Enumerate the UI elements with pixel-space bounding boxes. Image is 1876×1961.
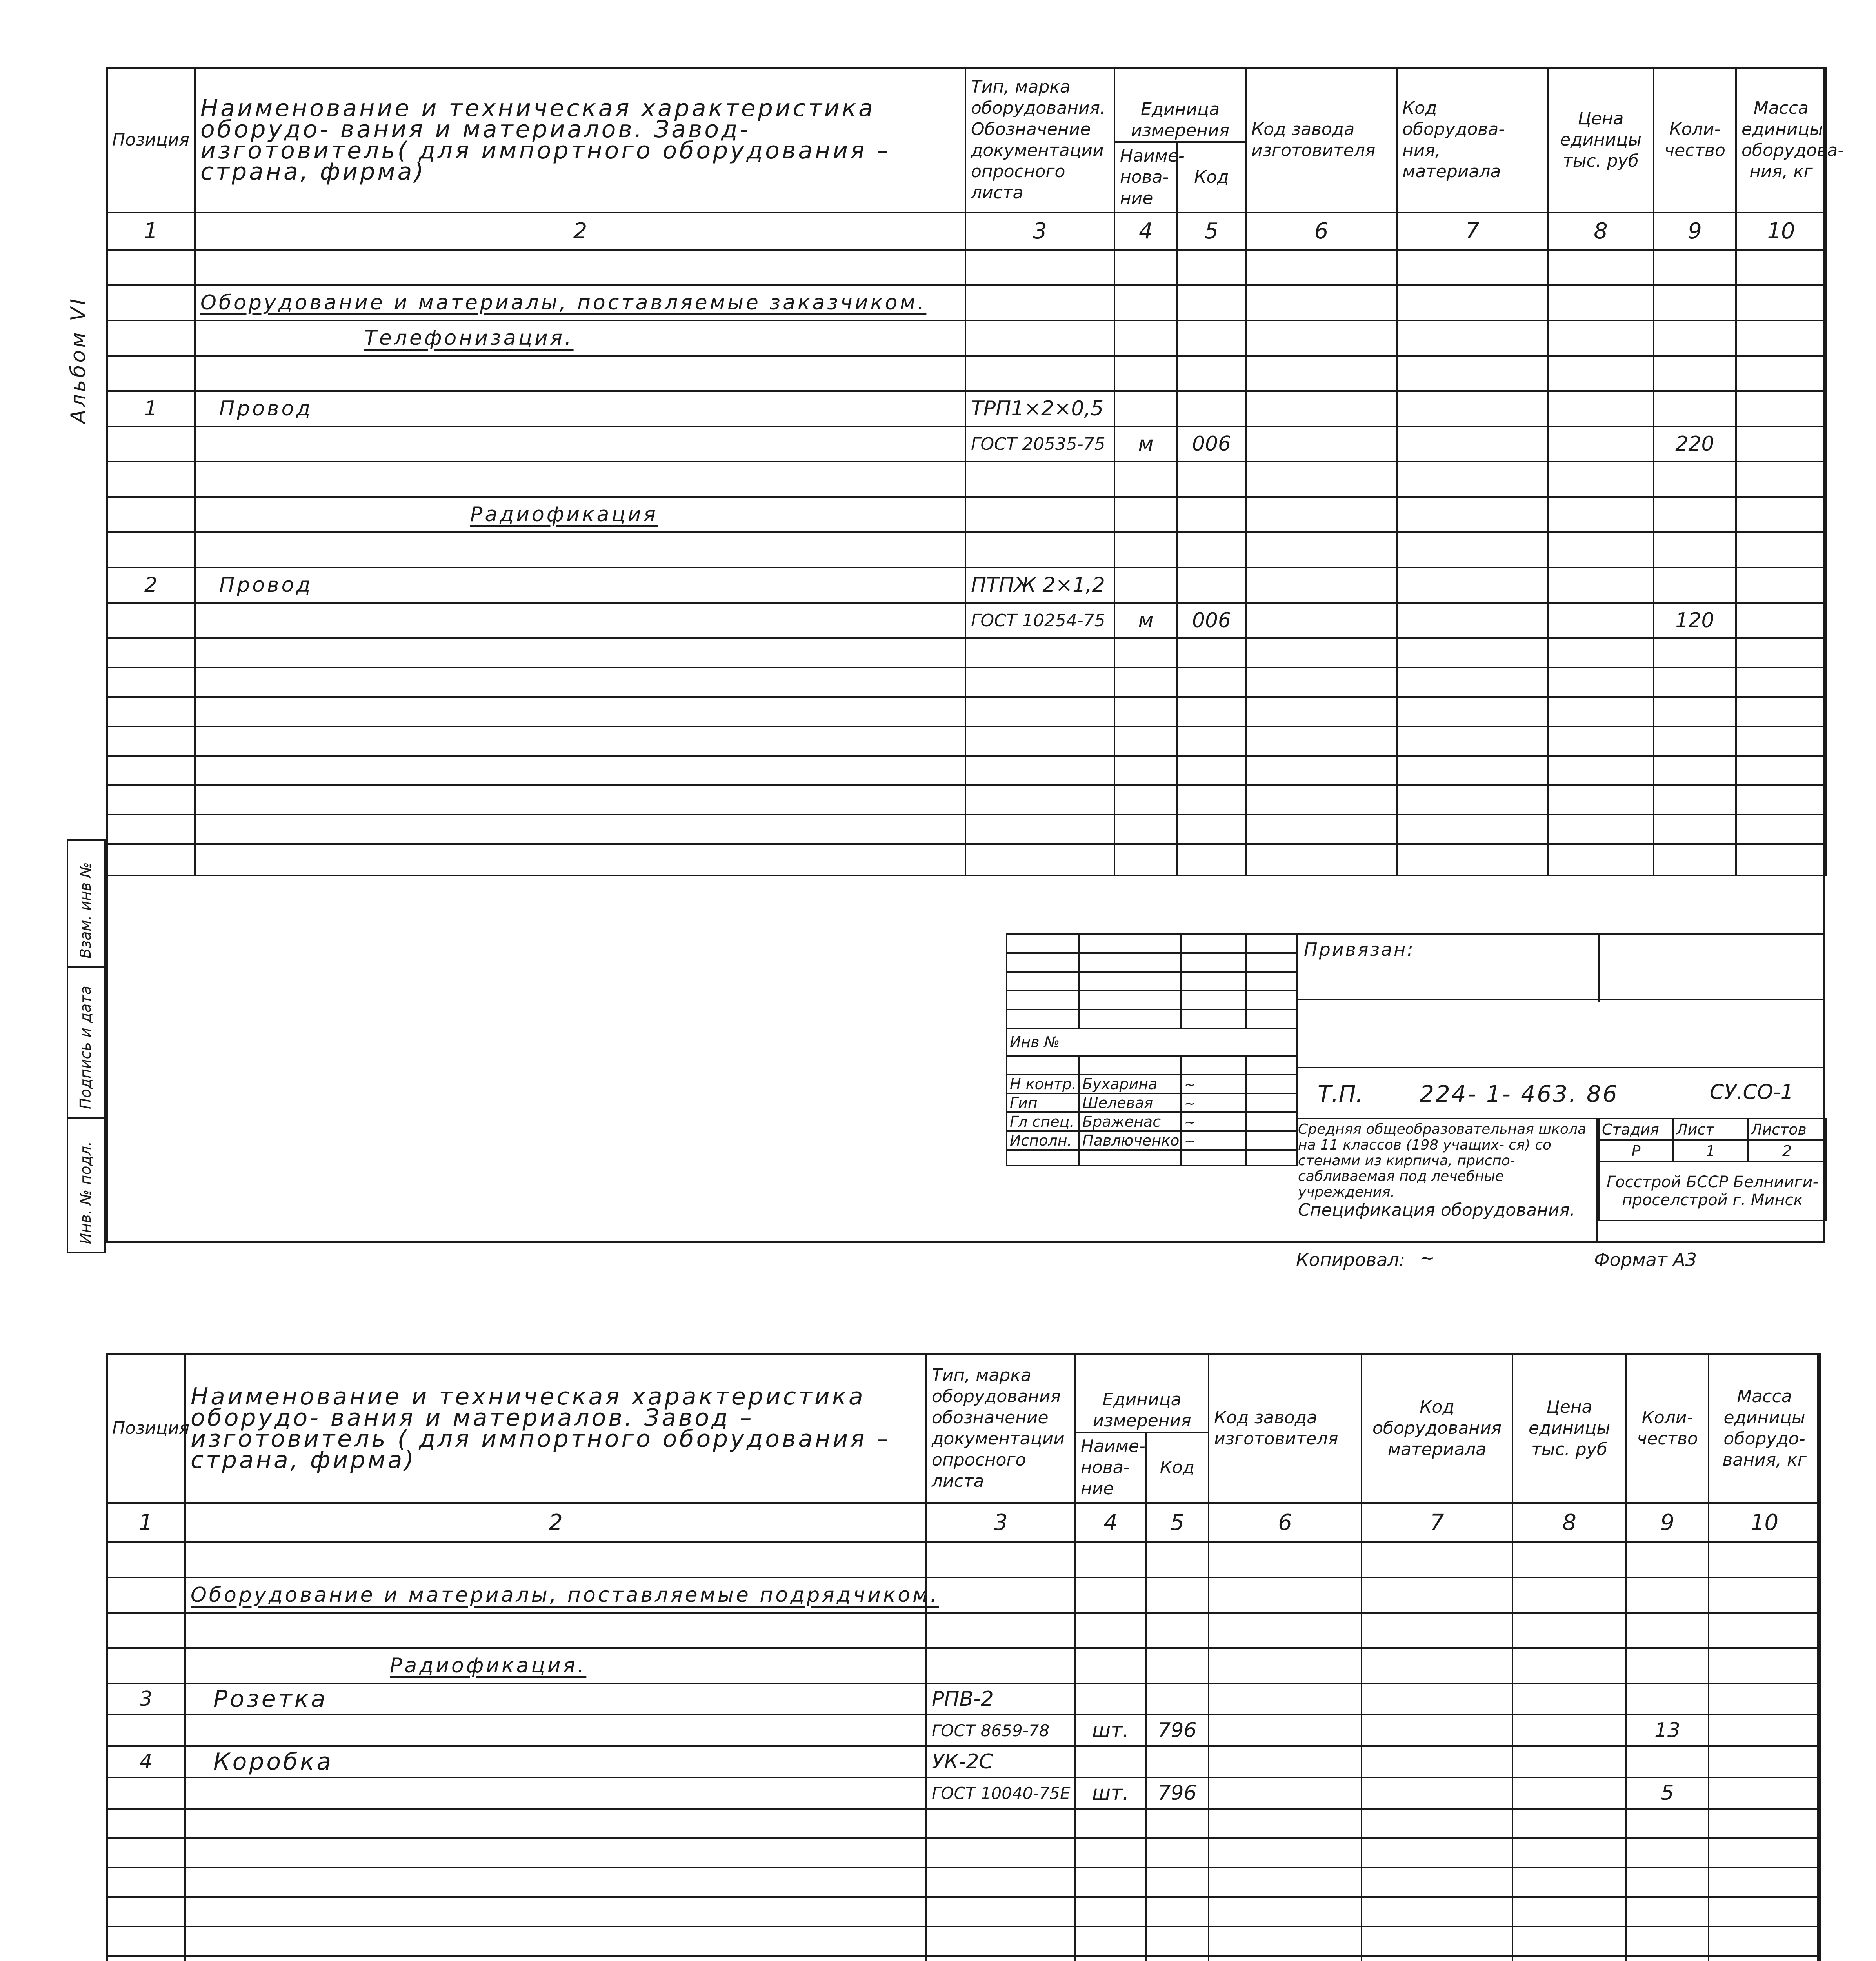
table-row: [107, 1777, 1820, 1809]
table-row: [107, 1683, 1820, 1715]
col-header: Коли- чество: [1626, 1354, 1709, 1503]
item-code: 006: [1177, 603, 1246, 638]
item-type: ТРП1×2×0,5: [965, 391, 1114, 426]
sheet-code: СУ.СО-1: [1710, 1081, 1794, 1104]
item-name: Розетка: [185, 1683, 926, 1715]
item-qty: 5: [1626, 1777, 1709, 1809]
person-name: Павлюченко: [1079, 1131, 1181, 1150]
col-header: Цена единицы тыс. руб: [1512, 1354, 1626, 1503]
col-header: Масса единицы оборудова- ния, кг: [1736, 67, 1826, 213]
col-header: Код оборудования материала: [1362, 1354, 1512, 1503]
col-header: Цена единицы тыс. руб: [1548, 67, 1654, 213]
col-number: 7: [1397, 213, 1548, 250]
col-header: Тип, марка оборудования обозначение документации опросного листа: [926, 1354, 1075, 1503]
privyazan-label: Привязан:: [1304, 939, 1415, 960]
item-name: Коробка: [185, 1746, 926, 1777]
col-number: 6: [1209, 1503, 1362, 1542]
table-row: [107, 426, 1826, 462]
item-gost: ГОСТ 10254-75: [965, 603, 1114, 638]
col-number: 8: [1512, 1503, 1626, 1542]
doc-code: Т.П.: [1318, 1081, 1363, 1107]
item-position: 1: [107, 391, 195, 426]
stage-value: Р: [1599, 1140, 1673, 1162]
col-header: Наименование и техническая характеристика оборудо- вания и материалов. Завод – изготовитель ( для импортного оборудования – страна, фирма): [185, 1354, 926, 1503]
privyazan-box: [1296, 933, 1825, 1000]
table-row: [107, 568, 1826, 603]
stamp-label: Инв. № подл.: [77, 1141, 94, 1244]
item-unit: м: [1114, 603, 1177, 638]
col-number: 2: [195, 213, 965, 250]
stage-table: [1598, 1118, 1827, 1221]
col-header: Позиция: [107, 1354, 185, 1503]
item-type: УК-2С: [926, 1746, 1075, 1777]
signature: ~: [1184, 1115, 1196, 1130]
col-header: Код: [1177, 142, 1246, 213]
col-number: 3: [926, 1503, 1075, 1542]
table-row: [107, 320, 1826, 356]
role-label: Гип: [1007, 1093, 1079, 1112]
col-header: Наиме- нова- ние: [1075, 1432, 1146, 1503]
col-number: 1: [107, 1503, 185, 1542]
table-row: [107, 391, 1826, 426]
item-code: 796: [1146, 1777, 1209, 1809]
col-number: 6: [1246, 213, 1397, 250]
sheets-label: Листов: [1748, 1119, 1826, 1140]
col-number: 9: [1654, 213, 1736, 250]
col-header: Позиция: [107, 67, 195, 213]
col-number: 5: [1146, 1503, 1209, 1542]
item-unit: шт.: [1075, 1715, 1146, 1746]
table-row: [107, 497, 1826, 532]
col-header: Тип, марка оборудования. Обозначение документации опросного листа: [965, 67, 1114, 213]
col-number: 9: [1626, 1503, 1709, 1542]
item-unit: шт.: [1075, 1777, 1146, 1809]
stage-label: Стадия: [1599, 1119, 1673, 1140]
col-header: Код оборудова- ния, материала: [1397, 67, 1548, 213]
col-header: Единица измерения: [1075, 1354, 1209, 1432]
item-qty: 120: [1654, 603, 1736, 638]
col-number: 3: [965, 213, 1114, 250]
table-row: [107, 603, 1826, 638]
col-header: Наименование и техническая характеристика оборудо- вания и материалов. Завод- изготовитель( для импортного оборудования – страна, фирма): [195, 67, 965, 213]
item-qty: 220: [1654, 426, 1736, 462]
item-position: 2: [107, 568, 195, 603]
col-number: 2: [185, 1503, 926, 1542]
item-type: ПТПЖ 2×1,2: [965, 568, 1114, 603]
table-row: [107, 1648, 1820, 1683]
item-position: 4: [107, 1746, 185, 1777]
item-name: Провод: [195, 568, 965, 603]
copied-label: Копировал:: [1296, 1249, 1405, 1270]
item-code: 796: [1146, 1715, 1209, 1746]
col-header: Коли- чество: [1654, 67, 1736, 213]
col-header: Код: [1146, 1432, 1209, 1503]
item-position: 3: [107, 1683, 185, 1715]
inv-number-label: Инв №: [1007, 1028, 1297, 1056]
side-stamp: [67, 839, 106, 1253]
item-gost: ГОСТ 20535-75: [965, 426, 1114, 462]
sheet-value: 1: [1673, 1140, 1748, 1162]
section-heading: Оборудование и материалы, поставляемые подрядчиком.: [185, 1577, 926, 1613]
copied-signature: ~: [1420, 1247, 1435, 1268]
person-name: Браженас: [1079, 1112, 1181, 1131]
person-name: Шелевая: [1079, 1093, 1181, 1112]
signature: ~: [1184, 1096, 1196, 1111]
organization: Госстрой БССР Белниигипроселстрой г. Минск: [1599, 1162, 1826, 1221]
sheet-label: Лист: [1673, 1119, 1748, 1140]
project-description: Средняя общеобразовательная школа на 11 классов (198 учащих- ся) со стенами из кирпича, приспо- сабливаемая под лечебные учреждения.: [1298, 1121, 1587, 1200]
section-heading: Оборудование и материалы, поставляемые заказчиком.: [195, 285, 965, 320]
table-row: [107, 1577, 1820, 1613]
sheets-value: 2: [1748, 1140, 1826, 1162]
col-header: Код завода изготовителя: [1246, 67, 1397, 213]
col-number: 7: [1362, 1503, 1512, 1542]
title-block-left: [1006, 933, 1298, 1166]
col-number: 1: [107, 213, 195, 250]
item-name: Провод: [195, 391, 965, 426]
album-label: Альбом VI: [67, 296, 90, 424]
signature: ~: [1184, 1077, 1196, 1093]
stamp-label: Взам. инв №: [77, 862, 94, 959]
col-header: Код завода изготовителя: [1209, 1354, 1362, 1503]
item-gost: ГОСТ 10040-75Е: [926, 1777, 1075, 1809]
item-unit: м: [1114, 426, 1177, 462]
doc-number: 224- 1- 463. 86: [1420, 1081, 1619, 1107]
table-row: [107, 285, 1826, 320]
col-header: Наиме- нова- ние: [1114, 142, 1177, 213]
role-label: Гл спец.: [1007, 1112, 1079, 1131]
role-label: Исполн.: [1007, 1131, 1079, 1150]
item-qty: 13: [1626, 1715, 1709, 1746]
col-number: 4: [1075, 1503, 1146, 1542]
spec-title: Спецификация оборудования.: [1298, 1200, 1575, 1220]
col-number: 5: [1177, 213, 1246, 250]
spec-table-2: [106, 1353, 1821, 1961]
role-label: Н контр.: [1007, 1075, 1079, 1093]
item-code: 006: [1177, 426, 1246, 462]
section-heading: Радиофикация: [195, 497, 965, 532]
col-number: 10: [1736, 213, 1826, 250]
table-row: [107, 1746, 1820, 1777]
section-heading: Радиофикация.: [185, 1648, 926, 1683]
format-label: Формат А3: [1594, 1249, 1697, 1270]
person-name: Бухарина: [1079, 1075, 1181, 1093]
col-number: 10: [1709, 1503, 1820, 1542]
stamp-label: Подпись и дата: [77, 986, 94, 1109]
col-header: Единица измерения: [1114, 67, 1246, 142]
signature: ~: [1184, 1133, 1196, 1149]
item-gost: ГОСТ 8659-78: [926, 1715, 1075, 1746]
section-heading: Телефонизация.: [195, 320, 965, 356]
sheet-2: [0, 1298, 1876, 1961]
col-number: 8: [1548, 213, 1654, 250]
col-number: 4: [1114, 213, 1177, 250]
item-type: РПВ-2: [926, 1683, 1075, 1715]
table-row: [107, 1715, 1820, 1746]
col-header: Масса единицы оборудо- вания, кг: [1709, 1354, 1820, 1503]
spec-table-1: [106, 67, 1844, 876]
